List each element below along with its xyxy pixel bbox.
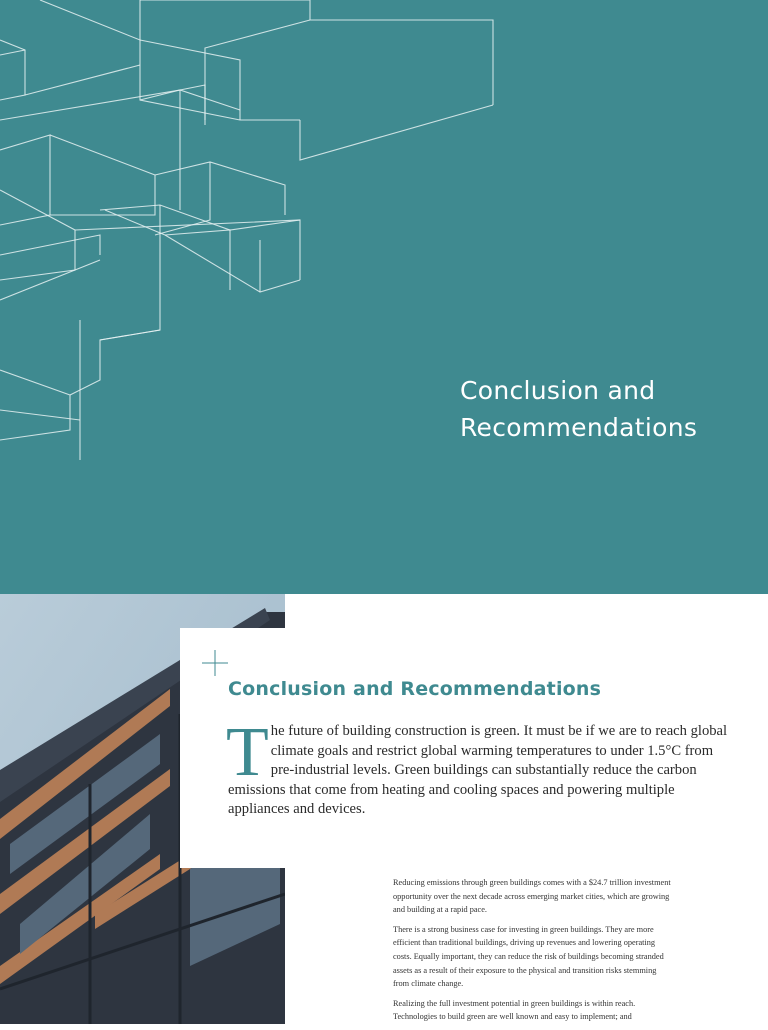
body-paragraph-2: There is a strong business case for investing in green buildings. They are more efficient than traditional buildings, driving up revenues and lowering operating costs. Equally important, they can reduce the risk of buildings becoming stranded assets as a result of their exposure to the physical and transition risks stemming from climate change. — [393, 924, 664, 989]
body-paragraph-3: Realizing the full investment potential in green buildings is within reach. Technologies to build green are well known and easy to implement; and — [393, 998, 636, 1022]
cover-title-line-1: Conclusion and — [460, 376, 656, 405]
drop-cap: T — [226, 714, 269, 791]
body-paragraph-1: Reducing emissions through green buildings comes with a $24.7 trillion investment opportunity over the next decade across emerging market cities, which are growing and building at a rapid pace. — [393, 878, 671, 915]
cover-title — [460, 372, 697, 446]
cover-title-line-2: Recommendations — [460, 413, 698, 442]
plus-icon — [200, 648, 230, 678]
section-heading: Conclusion and Recommendations — [228, 678, 602, 700]
intro-text: he future of building construction is green. It must be if we are to reach global climate goals and restrict global warming temperatures to under 1.5°C from pre-industrial levels. Green buildings can substantially reduce the carbon emissions that come from heating and cooling spaces and powering multiple appliances and devices. — [228, 723, 728, 817]
wireframe-illustration — [0, 0, 520, 470]
intro-paragraph — [226, 714, 733, 820]
body-column — [393, 876, 671, 1030]
